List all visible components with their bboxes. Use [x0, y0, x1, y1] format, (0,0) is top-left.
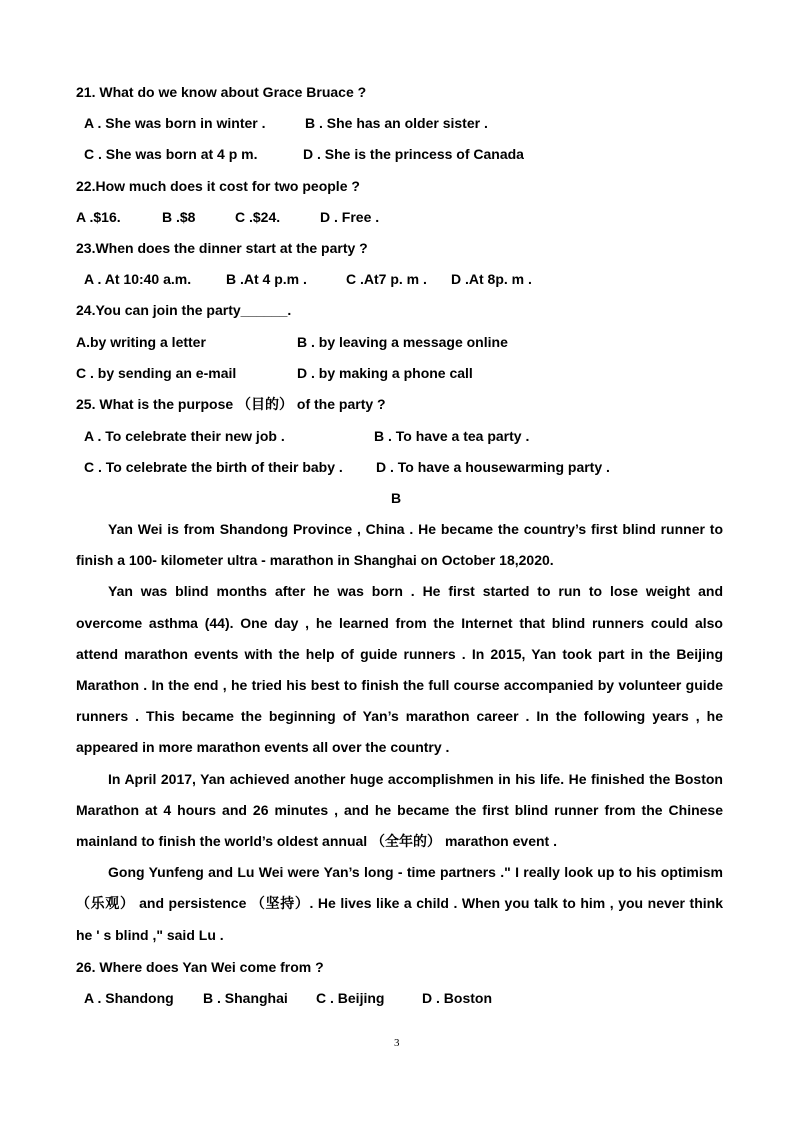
question-24-option-a: A.by writing a letter — [76, 334, 206, 350]
question-23-option-c: C .At7 p. m . — [346, 271, 427, 287]
question-21-option-a: A . She was born in winter . — [84, 115, 266, 131]
passage-paragraph-2: Yan was blind months after he was born . He first started to run to lose weight and overcome asthma (44). One day , he learned from the Internet that blind runners could also attend marathon events with the help of guide runners . In 2015, Yan took part in the Beijing Marathon . In the end , he tried his best to finish the full course accompanied by volunteer guide runners . This became the beginning of Yan’s marathon career . In the following years , he appeared in more marathon events all over the country . — [76, 583, 723, 756]
question-26-option-a: A . Shandong — [84, 990, 174, 1006]
question-23-option-b: B .At 4 p.m . — [226, 271, 307, 287]
question-23-option-d: D .At 8p. m . — [451, 271, 532, 287]
question-22-option-a: A .$16. — [76, 209, 121, 225]
question-26-option-c: C . Beijing — [316, 990, 385, 1006]
question-21-option-d: D . She is the princess of Canada — [303, 146, 524, 162]
question-25-option-d: D . To have a housewarming party . — [376, 459, 610, 475]
question-23-option-a: A . At 10:40 a.m. — [84, 271, 192, 287]
question-22-option-c: C .$24. — [235, 209, 281, 225]
question-21-option-b: B . She has an older sister . — [305, 115, 488, 131]
question-22-option-d: D . Free . — [320, 209, 380, 225]
question-22-stem: 22.How much does it cost for two people ? — [76, 178, 360, 194]
question-24-stem: 24.You can join the party______. — [76, 302, 292, 318]
question-23-stem: 23.When does the dinner start at the party ? — [76, 240, 368, 256]
question-24-option-b: B . by leaving a message online — [297, 334, 508, 350]
passage-paragraph-1: Yan Wei is from Shandong Province , China . He became the country’s first blind runner to finish a 100- kilometer ultra - marathon in Shanghai on October 18,2020. — [76, 521, 723, 569]
question-26-option-b: B . Shanghai — [203, 990, 288, 1006]
question-25-option-c: C . To celebrate the birth of their baby . — [84, 459, 343, 475]
question-21-option-c: C . She was born at 4 p m. — [84, 146, 258, 162]
passage-paragraph-3: In April 2017, Yan achieved another huge accomplishmen in his life. He finished the Boston Marathon at 4 hours and 26 minutes , and he became the first blind runner from the Chinese mainland to finish the world’s oldest annual （全年的） marathon event . — [76, 770, 723, 850]
passage-b — [76, 514, 723, 951]
question-21-stem: 21. What do we know about Grace Bruace ? — [76, 84, 367, 100]
passage-paragraph-4: Gong Yunfeng and Lu Wei were Yan’s long - time partners ." I really look up to his optimism （乐观） and persistence （坚持）. He lives like a child . When you talk to him , you never think he ' s blind ," said Lu . — [76, 864, 723, 943]
section-b-label: B — [391, 490, 402, 506]
question-24-option-d: D . by making a phone call — [297, 365, 473, 381]
page-number: 3 — [394, 1037, 400, 1049]
question-26-stem: 26. Where does Yan Wei come from ? — [76, 959, 324, 975]
question-25-option-b: B . To have a tea party . — [374, 428, 530, 444]
question-25-stem: 25. What is the purpose （目的） of the party ? — [76, 396, 386, 412]
question-22-option-b: B .$8 — [162, 209, 196, 225]
question-25-option-a: A . To celebrate their new job . — [84, 428, 285, 444]
question-24-option-c: C . by sending an e-mail — [76, 365, 237, 381]
question-26-option-d: D . Boston — [422, 990, 492, 1006]
